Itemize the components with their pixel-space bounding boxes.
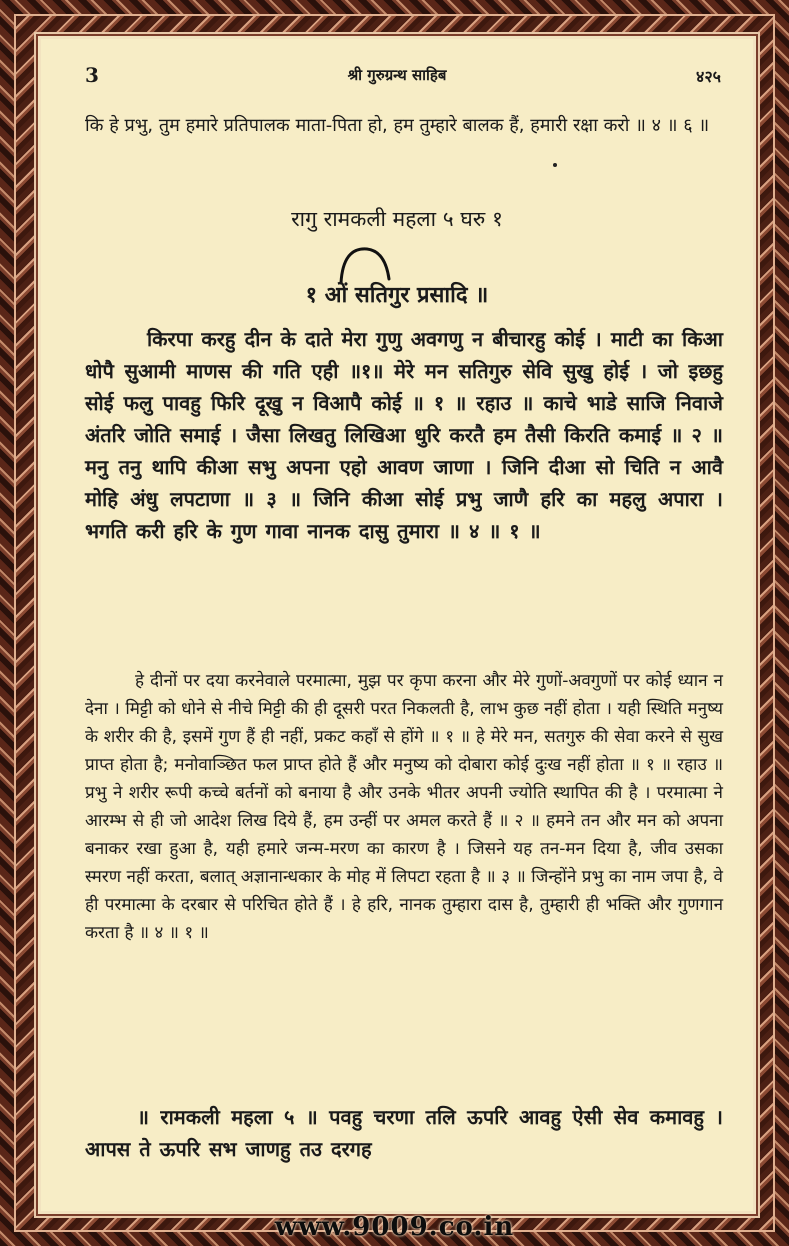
previous-translation-end: कि हे प्रभु, तुम हमारे प्रतिपालक माता-पिता हो, हम तुम्हारे बालक हैं, हमारी रक्षा करो ॥ ४ ॥ ६ ॥ — [85, 115, 710, 136]
scripture-page — [38, 36, 756, 1214]
page-title: श्री गुरुग्रन्थ साहिब — [347, 66, 447, 84]
next-shabad-start: ॥ रामकली महला ५ ॥ पवहु चरणा तलि ऊपरि आवहु ऐसी सेव कमावहु । आपस ते ऊपरि सभ जाणहु तउ दरगह — [85, 1105, 723, 1161]
ink-dot — [553, 163, 557, 167]
page-number-left: 3 — [85, 63, 99, 87]
website-watermark: www.9009.co.in — [274, 1212, 515, 1242]
page-number-right: ४२५ — [696, 67, 721, 86]
gurbani-verse: किरपा करहु दीन के दाते मेरा गुणु अवगणु न बीचारहु कोई । माटी का किआ धोपै सुआमी माणस की गति एही ॥१॥ मेरे मन सतिगुरु सेवि सुखु होई । जो इछहु सोई फलु पावहु फिरि दूखु न विआपै कोई ॥ १ ॥ रहाउ ॥ काचे भाडे साजि निवाजे अंतरि जोति समाई । जैसा लिखतु लिखिआ धुरि करतै हम तैसी किरति कमाई ॥ २ ॥ मनु तनु थापि कीआ सभु अपना एहो आवण जाणा । जिनि दीआ सो चिति न आवै मोहि अंधु लपटाणा ॥ ३ ॥ जिनि कीआ सोई प्रभु जाणै हरि का महलु अपारा । भगति करी हरि के गुण गावा नानक दासु तुमारा ॥ ४ ॥ १ ॥ — [85, 327, 723, 543]
hindi-translation: हे दीनों पर दया करनेवाले परमात्मा, मुझ पर कृपा करना और मेरे गुणों-अवगुणों पर कोई ध्यान न देना । मिट्टी को धोने से नीचे मिट्टी की ही दूसरी परत निकलती है, लाभ कुछ नहीं होता । यही स्थिति मनुष्य के शरीर की है, इसमें गुण हैं ही नहीं, प्रकट कहाँ से होंगे ॥ १ ॥ हे मेरे मन, सतगुरु की सेवा करने से सुख प्राप्त होता है; मनोवाञ्छित फल प्राप्त होते हैं और मनुष्य को दोबारा कोई दुःख नहीं होता ॥ १ ॥ रहाउ ॥ प्रभु ने शरीर रूपी कच्चे बर्तनों को बनाया है और उनके भीतर अपनी ज्योति स्थापित की है । परमात्मा ने आरम्भ से ही जो आदेश लिख दिये हैं, हम उन्हीं पर अमल करते हैं ॥ २ ॥ हमने तन और मन को अपना बनाकर रखा हुआ है, यही हमारे जन्म-मरण का कारण है । जिसने यह तन-मन दिया है, जीव उसका स्मरण नहीं करता, बलात् अज्ञानान्धकार के मोह में लिपटा रहता है ॥ ३ ॥ जिन्होंने प्रभु का नाम जपा है, वे ही परमात्मा के दरबार से परिचित होते हैं । हे हरि, नानक तुम्हारा दास है, तुम्हारी ही भक्ति और गुणगान करता है ॥ ४ ॥ १ ॥ — [85, 671, 723, 943]
ikonkar-invocation: १ ओं सतिगुर प्रसादि ॥ — [305, 283, 489, 308]
page-header — [41, 63, 753, 89]
raag-heading: रागु रामकली महला ५ घरु १ — [291, 207, 503, 231]
